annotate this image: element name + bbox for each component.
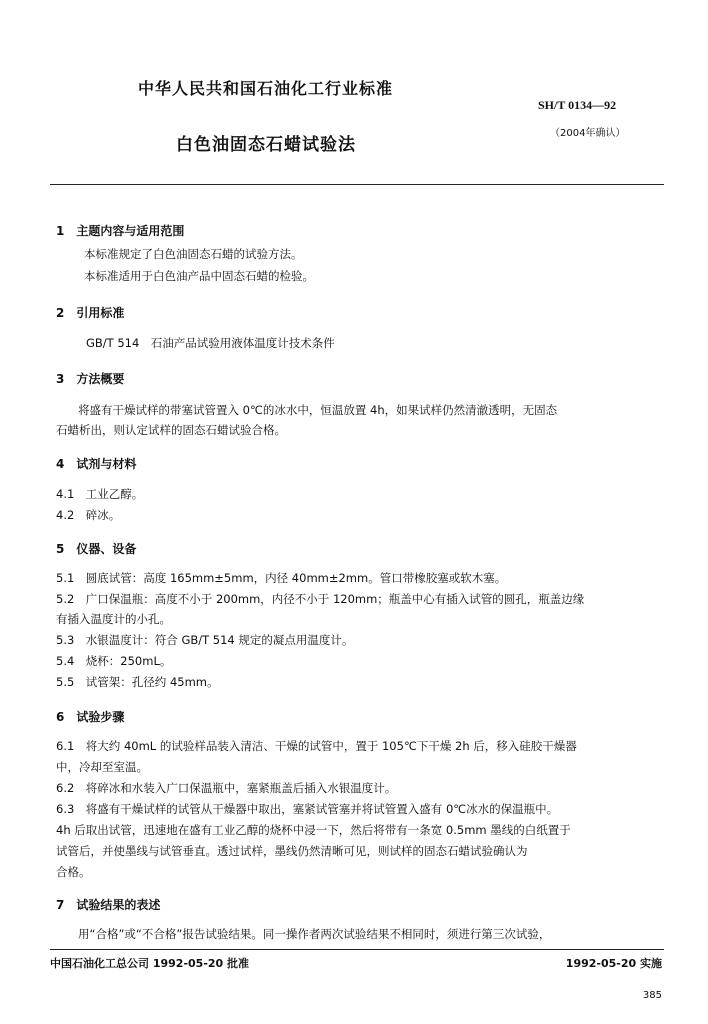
section-4-item-1: 4.1 工业乙醇。	[56, 487, 144, 501]
section-3-line-2: 石蜡析出，则认定试样的固态石蜡试验合格。	[56, 423, 286, 437]
section-6-item-3-cont-3: 合格。	[56, 865, 91, 879]
implementation-date: 1992-05-20 实施	[565, 957, 662, 970]
section-4-heading: 4 试剂与材料	[56, 457, 137, 471]
confirmation-note: （2004年确认）	[550, 128, 626, 139]
approval-note: 中国石油化工总公司 1992-05-20 批准	[50, 957, 250, 970]
header-rule	[50, 184, 664, 185]
section-1-line-2: 本标准适用于白色油产品中固态石蜡的检验。	[84, 269, 314, 283]
section-5-item-1: 5.1 圆底试管：高度 165mm±5mm，内径 40mm±2mm。管口带橡胶塞或软木塞。	[56, 571, 507, 585]
section-7-heading: 7 试验结果的表述	[56, 898, 161, 912]
document-title: 白色油固态石蜡试验法	[176, 135, 356, 155]
section-5-item-2: 5.2 广口保温瓶：高度不小于 200mm，内径不小于 120mm；瓶盖中心有插入试管的圆孔，瓶盖边缘	[56, 592, 585, 606]
page-number: 385	[642, 990, 662, 1001]
section-6-item-3-cont-1: 4h 后取出试管，迅速地在盛有工业乙醇的烧杯中浸一下，然后将带有一条宽 0.5mm 墨线的白纸置于	[56, 823, 571, 837]
section-7-line-1: 用“合格”或“不合格”报告试验结果。同一操作者两次试验结果不相同时，须进行第三次试验，	[78, 927, 551, 941]
footer-rule	[50, 949, 664, 950]
standard-code: SH/T 0134—92	[538, 98, 617, 112]
section-4-item-2: 4.2 碎冰。	[56, 508, 121, 522]
section-3-heading: 3 方法概要	[56, 372, 125, 386]
section-6-item-2: 6.2 将碎冰和水装入广口保温瓶中，塞紧瓶盖后插入水银温度计。	[56, 781, 397, 795]
section-3-line-1: 将盛有干燥试样的带塞试管置入 0℃的冰水中，恒温放置 4h，如果试样仍然清澈透明，无固态	[78, 403, 558, 417]
section-2-heading: 2 引用标准	[56, 306, 125, 320]
section-1-heading: 1 主题内容与适用范围	[56, 224, 185, 238]
section-5-item-3: 5.3 水银温度计：符合 GB/T 514 规定的凝点用温度计。	[56, 633, 354, 647]
section-6-item-3: 6.3 将盛有干燥试样的试管从干燥器中取出，塞紧试管塞并将试管置入盛有 0℃冰水的保温瓶中。	[56, 802, 559, 816]
section-5-item-2-cont: 有插入温度计的小孔。	[56, 612, 171, 626]
section-6-item-1-cont: 中，冷却至室温。	[56, 760, 148, 774]
section-6-item-1: 6.1 将大约 40mL 的试验样品装入清洁、干燥的试管中，置于 105℃下干燥 2h 后，移入硅胶干燥器	[56, 739, 577, 753]
section-5-item-5: 5.5 试管架：孔径约 45mm。	[56, 675, 219, 689]
section-2-line-1: GB/T 514 石油产品试验用液体温度计技术条件	[86, 336, 335, 350]
standard-category-title: 中华人民共和国石油化工行业标准	[138, 79, 394, 98]
section-5-item-4: 5.4 烧杯：250mL。	[56, 654, 172, 668]
section-6-heading: 6 试验步骤	[56, 710, 125, 724]
section-6-item-3-cont-2: 试管后，并使墨线与试管垂直。透过试样，墨线仍然清晰可见，则试样的固态石蜡试验确认为	[56, 844, 528, 858]
section-5-heading: 5 仪器、设备	[56, 542, 137, 556]
section-1-line-1: 本标准规定了白色油固态石蜡的试验方法。	[84, 247, 303, 261]
